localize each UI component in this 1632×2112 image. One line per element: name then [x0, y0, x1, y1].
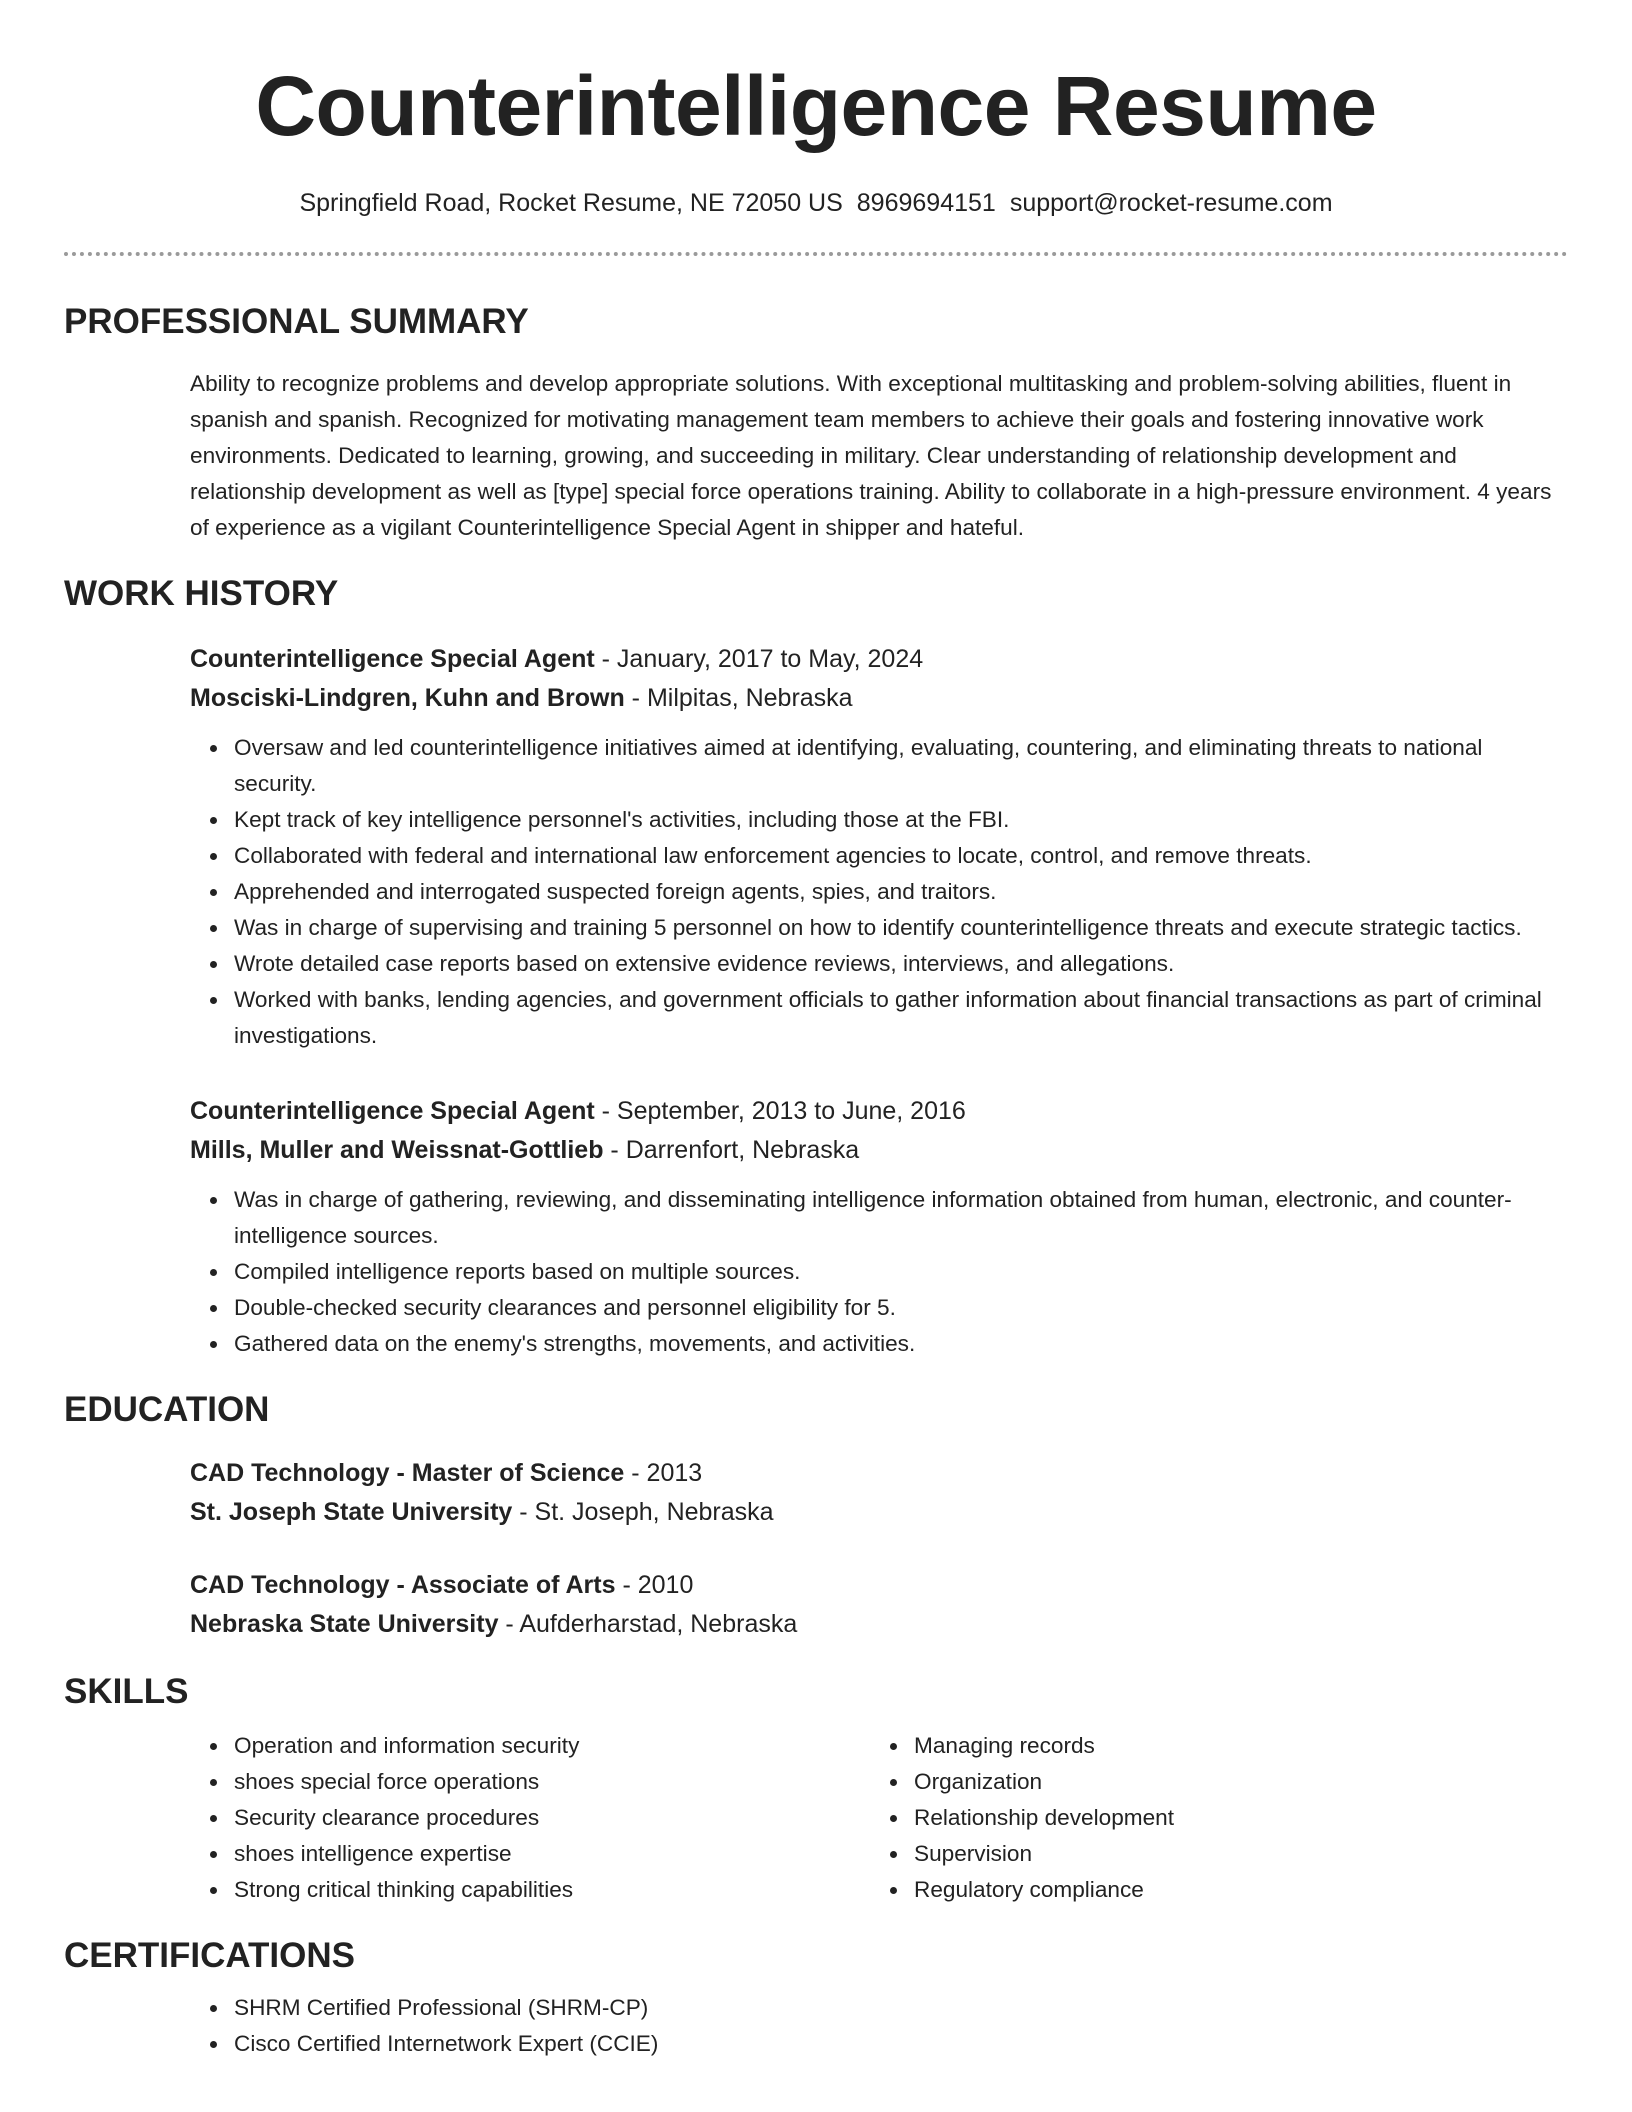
job-entry: [190, 640, 1568, 1054]
job-role-line: [190, 640, 1568, 679]
skills-list: [234, 1728, 870, 1908]
header-divider: [64, 252, 1568, 256]
skill-item: shoes intelligence expertise: [234, 1836, 870, 1872]
skill-item: Strong critical thinking capabilities: [234, 1872, 870, 1908]
education-school: Nebraska State University: [190, 1610, 499, 1638]
education-school: St. Joseph State University: [190, 1498, 513, 1526]
job-bullet: Worked with banks, lending agencies, and government officials to gather information about financial transactions as part of criminal investigations.: [234, 982, 1568, 1054]
job-entry: [190, 1092, 1568, 1362]
job-bullets: [234, 730, 1568, 1054]
summary-title: PROFESSIONAL SUMMARY: [64, 302, 529, 341]
job-role: Counterintelligence Special Agent: [190, 1097, 595, 1125]
skills-title: SKILLS: [64, 1672, 189, 1711]
education-year: - 2013: [624, 1459, 703, 1487]
contact-address: Springfield Road, Rocket Resume, NE 72050 US: [299, 189, 843, 217]
certification-item: Cisco Certified Internetwork Expert (CCIE): [234, 2026, 1568, 2062]
skill-item: Managing records: [914, 1728, 1550, 1764]
skill-item: Operation and information security: [234, 1728, 870, 1764]
education-degree: CAD Technology - Master of Science: [190, 1459, 625, 1487]
education-section: [64, 1388, 1568, 1644]
skills-column-right: [870, 1728, 1550, 1908]
skill-item: shoes special force operations: [234, 1764, 870, 1800]
certifications-title: CERTIFICATIONS: [64, 1936, 356, 1975]
job-bullet: Collaborated with federal and international law enforcement agencies to locate, control, and remove threats.: [234, 838, 1568, 874]
job-bullet: Was in charge of supervising and training 5 personnel on how to identify counterintelligence threats and execute strategic tactics.: [234, 910, 1568, 946]
skill-item: Supervision: [914, 1836, 1550, 1872]
job-company-line: [190, 679, 1568, 718]
job-bullet: Gathered data on the enemy's strengths, movements, and activities.: [234, 1326, 1568, 1362]
job-bullet: Wrote detailed case reports based on extensive evidence reviews, interviews, and allegations.: [234, 946, 1568, 982]
education-school-line: [190, 1605, 1568, 1644]
job-company-line: [190, 1131, 1568, 1170]
skill-item: Security clearance procedures: [234, 1800, 870, 1836]
job-bullet: Kept track of key intelligence personnel's activities, including those at the FBI.: [234, 802, 1568, 838]
skills-column-left: [190, 1728, 870, 1908]
job-company: Mills, Muller and Weissnat-Gottlieb: [190, 1136, 604, 1164]
job-location: - Milpitas, Nebraska: [624, 684, 853, 712]
resume-page: [64, 0, 1568, 2112]
education-degree: CAD Technology - Associate of Arts: [190, 1571, 616, 1599]
certifications-list: [234, 1990, 1568, 2062]
education-location: - Aufderharstad, Nebraska: [498, 1610, 798, 1638]
education-degree-line: [190, 1454, 1568, 1493]
certifications-section: [64, 1934, 1568, 2062]
job-bullet: Was in charge of gathering, reviewing, and disseminating intelligence information obtained from human, electronic, and counter-intelligence sources.: [234, 1182, 1568, 1254]
skill-item: Regulatory compliance: [914, 1872, 1550, 1908]
job-bullet: Double-checked security clearances and personnel eligibility for 5.: [234, 1290, 1568, 1326]
summary-section: [64, 300, 1568, 546]
work-history-title: WORK HISTORY: [64, 574, 339, 613]
resume-name: Counterintelligence Resume: [255, 59, 1377, 153]
job-dates: - September, 2013 to June, 2016: [594, 1097, 966, 1125]
summary-text: Ability to recognize problems and develop appropriate solutions. With exceptional multitasking and problem-solving abilities, fluent in spanish and spanish. Recognized for motivating management team members to achieve their goals and fostering innovative work environments. Dedicated to learning, growing, and succeeding in military. Clear understanding of relationship development and relationship development as well as [type] special force operations training. Ability to collaborate in a high-pressure environment. 4 years of experience as a vigilant Counterintelligence Special Agent in shipper and hateful.: [190, 371, 1552, 540]
contact-phone: 8969694151: [856, 189, 996, 217]
education-entry: [190, 1454, 1568, 1532]
certification-item: SHRM Certified Professional (SHRM-CP): [234, 1990, 1568, 2026]
job-dates: - January, 2017 to May, 2024: [594, 645, 924, 673]
education-entry: [190, 1566, 1568, 1644]
contact-line: [64, 188, 1568, 218]
job-bullet: Compiled intelligence reports based on multiple sources.: [234, 1254, 1568, 1290]
education-title: EDUCATION: [64, 1390, 270, 1429]
education-location: - St. Joseph, Nebraska: [512, 1498, 774, 1526]
skill-item: Relationship development: [914, 1800, 1550, 1836]
skills-section: [64, 1670, 1568, 1908]
job-role-line: [190, 1092, 1568, 1131]
education-degree-line: [190, 1566, 1568, 1605]
certifications-body: [190, 1990, 1568, 2062]
skills-grid: [190, 1728, 1568, 1908]
work-history-section: [64, 572, 1568, 1362]
job-location: - Darrenfort, Nebraska: [603, 1136, 860, 1164]
job-bullet: Oversaw and led counterintelligence initiatives aimed at identifying, evaluating, countering, and eliminating threats to national security.: [234, 730, 1568, 802]
contact-email: support@rocket-resume.com: [1009, 189, 1333, 217]
skills-list: [914, 1728, 1550, 1908]
job-bullet: Apprehended and interrogated suspected foreign agents, spies, and traitors.: [234, 874, 1568, 910]
education-year: - 2010: [615, 1571, 694, 1599]
skill-item: Organization: [914, 1764, 1550, 1800]
job-bullets: [234, 1182, 1568, 1362]
job-role: Counterintelligence Special Agent: [190, 645, 595, 673]
job-company: Mosciski-Lindgren, Kuhn and Brown: [190, 684, 625, 712]
education-school-line: [190, 1493, 1568, 1532]
